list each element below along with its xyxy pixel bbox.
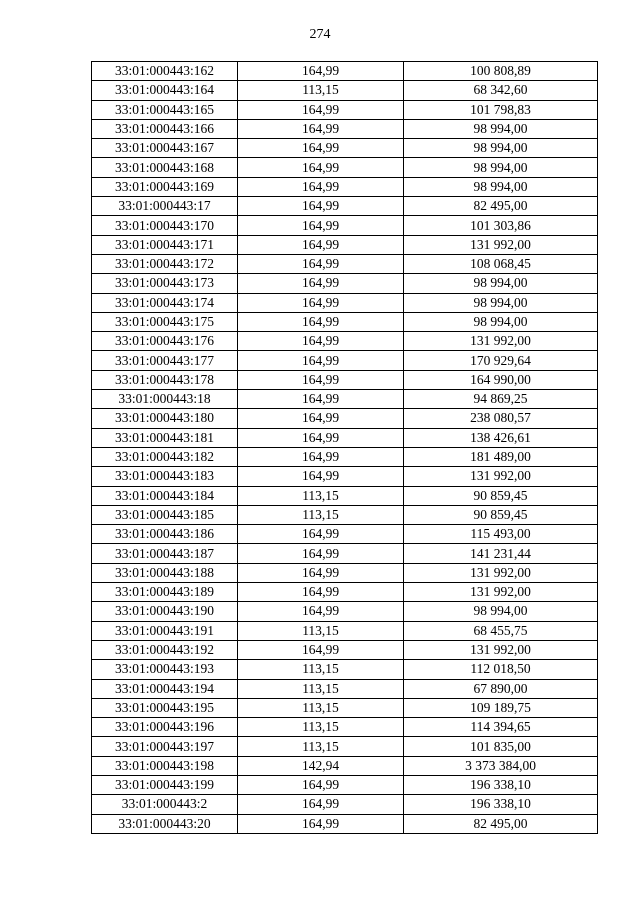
rate-cell: 164,99 (238, 197, 404, 216)
table-row (92, 332, 598, 351)
amount-cell: 112 018,50 (404, 660, 598, 679)
rate-cell: 164,99 (238, 351, 404, 370)
amount-cell: 68 455,75 (404, 621, 598, 640)
table-row (92, 698, 598, 717)
amount-cell: 115 493,00 (404, 525, 598, 544)
cadastral-number-cell: 33:01:000443:178 (92, 370, 238, 389)
table-row (92, 775, 598, 794)
cadastral-number-cell: 33:01:000443:164 (92, 81, 238, 100)
rate-cell: 164,99 (238, 274, 404, 293)
amount-cell: 3 373 384,00 (404, 756, 598, 775)
rate-cell: 164,99 (238, 332, 404, 351)
amount-cell: 82 495,00 (404, 814, 598, 833)
amount-cell: 101 798,83 (404, 100, 598, 119)
cadastral-number-cell: 33:01:000443:195 (92, 698, 238, 717)
cadastral-number-cell: 33:01:000443:186 (92, 525, 238, 544)
table-row (92, 119, 598, 138)
amount-cell: 131 992,00 (404, 235, 598, 254)
rate-cell: 164,99 (238, 447, 404, 466)
cadastral-number-cell: 33:01:000443:168 (92, 158, 238, 177)
cadastral-number-cell: 33:01:000443:198 (92, 756, 238, 775)
cadastral-number-cell: 33:01:000443:20 (92, 814, 238, 833)
cadastral-number-cell: 33:01:000443:190 (92, 602, 238, 621)
amount-cell: 131 992,00 (404, 563, 598, 582)
rate-cell: 164,99 (238, 235, 404, 254)
cadastral-number-cell: 33:01:000443:17 (92, 197, 238, 216)
cadastral-number-cell: 33:01:000443:2 (92, 795, 238, 814)
cadastral-number-cell: 33:01:000443:189 (92, 583, 238, 602)
cadastral-number-cell: 33:01:000443:180 (92, 409, 238, 428)
amount-cell: 67 890,00 (404, 679, 598, 698)
rate-cell: 164,99 (238, 525, 404, 544)
rate-cell: 142,94 (238, 756, 404, 775)
rate-cell: 164,99 (238, 467, 404, 486)
table-row (92, 235, 598, 254)
table-row (92, 139, 598, 158)
amount-cell: 98 994,00 (404, 293, 598, 312)
amount-cell: 131 992,00 (404, 583, 598, 602)
cadastral-number-cell: 33:01:000443:165 (92, 100, 238, 119)
rate-cell: 164,99 (238, 62, 404, 81)
amount-cell: 98 994,00 (404, 158, 598, 177)
cadastral-number-cell: 33:01:000443:170 (92, 216, 238, 235)
rate-cell: 113,15 (238, 81, 404, 100)
cadastral-number-cell: 33:01:000443:181 (92, 428, 238, 447)
rate-cell: 164,99 (238, 563, 404, 582)
table-row (92, 390, 598, 409)
cadastral-number-cell: 33:01:000443:176 (92, 332, 238, 351)
amount-cell: 238 080,57 (404, 409, 598, 428)
cadastral-number-cell: 33:01:000443:185 (92, 505, 238, 524)
table-row (92, 718, 598, 737)
table-row (92, 621, 598, 640)
rate-cell: 113,15 (238, 698, 404, 717)
table-row (92, 177, 598, 196)
cadastral-number-cell: 33:01:000443:187 (92, 544, 238, 563)
rate-cell: 113,15 (238, 718, 404, 737)
amount-cell: 82 495,00 (404, 197, 598, 216)
amount-cell: 90 859,45 (404, 486, 598, 505)
amount-cell: 109 189,75 (404, 698, 598, 717)
cadastral-number-cell: 33:01:000443:173 (92, 274, 238, 293)
amount-cell: 164 990,00 (404, 370, 598, 389)
amount-cell: 141 231,44 (404, 544, 598, 563)
amount-cell: 196 338,10 (404, 795, 598, 814)
table-row (92, 158, 598, 177)
cadastral-number-cell: 33:01:000443:169 (92, 177, 238, 196)
rate-cell: 164,99 (238, 370, 404, 389)
rate-cell: 164,99 (238, 312, 404, 331)
amount-cell: 98 994,00 (404, 119, 598, 138)
rate-cell: 164,99 (238, 428, 404, 447)
table-row (92, 62, 598, 81)
amount-cell: 114 394,65 (404, 718, 598, 737)
amount-cell: 94 869,25 (404, 390, 598, 409)
table-row (92, 428, 598, 447)
table-row (92, 795, 598, 814)
table-row (92, 583, 598, 602)
amount-cell: 100 808,89 (404, 62, 598, 81)
cadastral-number-cell: 33:01:000443:193 (92, 660, 238, 679)
rate-cell: 113,15 (238, 679, 404, 698)
table-row (92, 312, 598, 331)
amount-cell: 98 994,00 (404, 177, 598, 196)
rate-cell: 164,99 (238, 795, 404, 814)
cadastral-number-cell: 33:01:000443:172 (92, 254, 238, 273)
amount-cell: 181 489,00 (404, 447, 598, 466)
table-row (92, 563, 598, 582)
rate-cell: 164,99 (238, 775, 404, 794)
table-row (92, 447, 598, 466)
table-row (92, 525, 598, 544)
amount-cell: 108 068,45 (404, 254, 598, 273)
table-row (92, 274, 598, 293)
amount-cell: 68 342,60 (404, 81, 598, 100)
rate-cell: 113,15 (238, 737, 404, 756)
page-number: 274 (309, 27, 331, 42)
rate-cell: 164,99 (238, 640, 404, 659)
rate-cell: 164,99 (238, 409, 404, 428)
table-row (92, 370, 598, 389)
cadastral-number-cell: 33:01:000443:162 (92, 62, 238, 81)
rate-cell: 164,99 (238, 254, 404, 273)
amount-cell: 196 338,10 (404, 775, 598, 794)
rate-cell: 164,99 (238, 119, 404, 138)
table-row (92, 544, 598, 563)
rate-cell: 164,99 (238, 583, 404, 602)
table-row (92, 254, 598, 273)
rate-cell: 113,15 (238, 660, 404, 679)
cadastral-number-cell: 33:01:000443:171 (92, 235, 238, 254)
amount-cell: 98 994,00 (404, 139, 598, 158)
table-body (92, 62, 598, 834)
amount-cell: 98 994,00 (404, 274, 598, 293)
table-row (92, 756, 598, 775)
amount-cell: 90 859,45 (404, 505, 598, 524)
cadastral-number-cell: 33:01:000443:182 (92, 447, 238, 466)
rate-cell: 113,15 (238, 621, 404, 640)
rate-cell: 164,99 (238, 216, 404, 235)
table-row (92, 737, 598, 756)
cadastral-number-cell: 33:01:000443:188 (92, 563, 238, 582)
cadastral-number-cell: 33:01:000443:194 (92, 679, 238, 698)
cadastral-number-cell: 33:01:000443:167 (92, 139, 238, 158)
cadastral-number-cell: 33:01:000443:183 (92, 467, 238, 486)
rate-cell: 164,99 (238, 158, 404, 177)
cadastral-number-cell: 33:01:000443:177 (92, 351, 238, 370)
amount-cell: 98 994,00 (404, 312, 598, 331)
table-row (92, 409, 598, 428)
amount-cell: 131 992,00 (404, 467, 598, 486)
table-row (92, 81, 598, 100)
table-row (92, 660, 598, 679)
rate-cell: 164,99 (238, 100, 404, 119)
amount-cell: 170 929,64 (404, 351, 598, 370)
table-row (92, 486, 598, 505)
cadastral-number-cell: 33:01:000443:199 (92, 775, 238, 794)
cadastral-number-cell: 33:01:000443:18 (92, 390, 238, 409)
amount-cell: 131 992,00 (404, 640, 598, 659)
rate-cell: 113,15 (238, 505, 404, 524)
table-row (92, 814, 598, 833)
table-row (92, 467, 598, 486)
cadastral-number-cell: 33:01:000443:166 (92, 119, 238, 138)
table-row (92, 679, 598, 698)
table-row (92, 351, 598, 370)
amount-cell: 101 303,86 (404, 216, 598, 235)
table-row (92, 216, 598, 235)
cadastral-number-cell: 33:01:000443:174 (92, 293, 238, 312)
amount-cell: 138 426,61 (404, 428, 598, 447)
cadastral-number-cell: 33:01:000443:184 (92, 486, 238, 505)
table-row (92, 293, 598, 312)
rate-cell: 113,15 (238, 486, 404, 505)
table-row (92, 602, 598, 621)
rate-cell: 164,99 (238, 139, 404, 158)
rate-cell: 164,99 (238, 544, 404, 563)
amount-cell: 101 835,00 (404, 737, 598, 756)
cadastral-table (91, 61, 598, 834)
table-row (92, 197, 598, 216)
rate-cell: 164,99 (238, 177, 404, 196)
amount-cell: 98 994,00 (404, 602, 598, 621)
table-row (92, 505, 598, 524)
amount-cell: 131 992,00 (404, 332, 598, 351)
cadastral-number-cell: 33:01:000443:197 (92, 737, 238, 756)
cadastral-number-cell: 33:01:000443:196 (92, 718, 238, 737)
rate-cell: 164,99 (238, 814, 404, 833)
cadastral-number-cell: 33:01:000443:192 (92, 640, 238, 659)
rate-cell: 164,99 (238, 390, 404, 409)
table-row (92, 100, 598, 119)
cadastral-number-cell: 33:01:000443:175 (92, 312, 238, 331)
rate-cell: 164,99 (238, 602, 404, 621)
cadastral-number-cell: 33:01:000443:191 (92, 621, 238, 640)
rate-cell: 164,99 (238, 293, 404, 312)
table-row (92, 640, 598, 659)
